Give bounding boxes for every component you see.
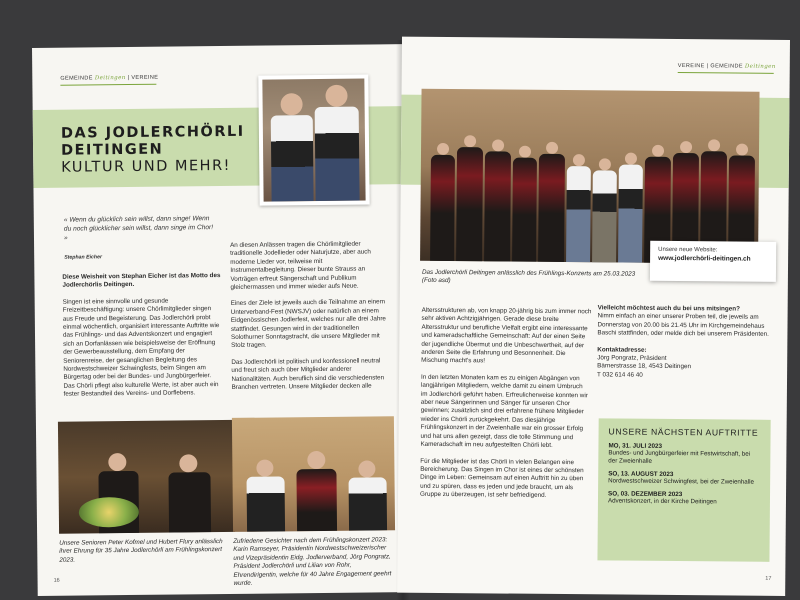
article-title — [61, 124, 245, 177]
event-date: MO, 31. JULI 2023 — [608, 442, 663, 450]
section-label-brand: Deitingen — [744, 63, 776, 70]
paragraph: Das Jodlerchörli ist politisch und konfessionell neutral und freut sich auch über Mitglieder anderer Nationalitäten. Auch beruflich sind die verschiedensten Branchen vertreten. Unsere Mitglieder decken alle — [231, 357, 385, 392]
contact-address: Bärnerstrasse 18, 4543 Deitingen — [597, 362, 691, 371]
section-label-brand: Deitingen — [94, 75, 126, 82]
paragraph: An diesen Anlässen tragen die Chörlimitglieder traditionelle Jodellieder oder Naturjutze, aber auch moderne Lieder vor, teilweise mit Instrumentalbegleitung. Dieser bunte Strauss an Vorträgen erfreut Sängerschaft und Publikum gleichermassen und immer wieder aufs Neue. — [230, 240, 371, 291]
contact-name: Jörg Pongratz, Präsident — [597, 354, 667, 362]
right-column-1 — [420, 307, 592, 509]
invite-question: Vielleicht möchtest auch du bei uns mitsingen? — [597, 304, 740, 313]
photo-choir-group — [420, 89, 759, 264]
paragraph: Singen ist eine sinnvolle und gesunde Freizeitbeschäftigung: unsere Chörlimitglieder singen aus Freude und Begeisterung. Das Jodlerchörli probt einmal wöchentlich, organisiert interessante Auftritte wie das Frühlings- und das Adventskonzert und engagiert sich an Dorfanlässen wie beispielsweise der Eröffnung der Gewerbeausstellung, dem Empfang der Seniorenreise, der gesanglichen Begleitung des Nordwestschweizer Schwingfests, beim Singen am Bürgertag oder bei der Bundes- und Jungbürgerfeier. Das Chörli pflegt also kulturelle Werte, ist aber auch ein fester Bestandteil des Vereins- und Dorflebens. — [62, 297, 220, 398]
section-rule — [678, 72, 774, 74]
paragraph: Für die Mitglieder ist das Chörli in vielen Belangen eine Bereicherung. Das Singen im Chor ist eines der schönsten Dinge im Leben: Gemeinsam auf einen Auftritt hin zu üben und zu spüren, dass es jeden und jede braucht, um als Gruppe zu überzeugen, ist sehr befriedigend. — [419, 457, 584, 500]
paragraph: In den letzten Monaten kam es zu einigen Abgängen von langjährigen Mitgliedern, welche damit zu einem Umbruch im Jodlerchörli geführt haben. Erfreulicherweise konnten wir aber neue Sängerinnen und Sänger für unseren Chor gewinnen; zusätzlich sind drei erfahrene frühere Mitglieder wieder ins Chörli zurückgekehrt. Das diesjährige Frühlingskonzert in der Zweienhalle war ein grosser Erfolg und hat uns allen gezeigt, dass die tolle Stimmung und Kameradschaft im neu aufgestellten Chörli lebt. — [420, 373, 588, 450]
website-box — [650, 241, 776, 282]
paragraph: Nimm einfach an einer unserer Proben teil, die jeweils am Donnerstag von 20.00 bis 21.45 Uhr im Kirchgemeindehaus Baschi stattfinden, oder melde dich bei unserem Präsidenten. — [597, 312, 769, 339]
lead-text: Diese Weisheit von Stephan Eicher ist das Motto des Jodlerchörlis Deitingen. — [62, 272, 221, 290]
paragraph: Eines der Ziele ist jeweils auch die Teilnahme an einem Unterverband-Fest (NWSJV) oder natürlich an einem Eidgenössischen Jodlerfest, welches nur alle drei Jahre stattfindet. Gesungen wird in der traditionellen Solothurner Sonntagstracht, die unsere Mitglieder mit Stolz tragen. — [230, 298, 386, 350]
section-label-suffix: | VEREINE — [127, 74, 159, 82]
photo-two-women — [258, 74, 369, 205]
caption-three-people: Zufriedene Gesichter nach dem Frühlingskonzert 2023: Karin Ramseyer, Präsidentin Nordwestschweizerischer und Vizepräsidentin Eidg. Jodlerverband, Jörg Pongratz, Präsident Jodlerchörli und Lilian von Rohr, Ehrendirigentin, welche für 40 Jahre Engagement geehrt wurde. — [233, 536, 392, 587]
quote: « Wenn du glücklich sein willst, dann singe! Wenn du noch glücklicher sein willst, dann singe im Chor! » — [63, 215, 214, 242]
website-url[interactable]: www.jodlerchörli-deitingen.ch — [658, 254, 751, 263]
section-label-prefix: VEREINE | GEMEINDE — [677, 63, 743, 70]
left-column-2 — [230, 240, 388, 400]
right-column-2 — [597, 304, 776, 389]
title-line-2: DEITINGEN — [60, 141, 164, 159]
page-number-right: 17 — [765, 575, 772, 582]
contact-heading: Kontaktadresse: — [597, 345, 647, 354]
events-box — [597, 418, 770, 561]
photo-seniors — [58, 420, 235, 534]
quote-author: Stephan Eicher — [64, 254, 102, 261]
section-label-right — [678, 63, 776, 70]
right-page — [397, 37, 790, 596]
caption-seniors: Unsere Senioren Peter Kofmel und Hubert Flury anlässlich ihrer Ehrung für 35 Jahre Jodlerchörli am Frühlingskonzert 2023. — [59, 538, 223, 564]
section-label-prefix: GEMEINDE — [60, 75, 93, 82]
event-description: Nordwestschweizer Schwingfest, bei der Zweienhalle — [608, 477, 754, 486]
event-description: Adventskonzert, in der Kirche Deitingen — [607, 497, 717, 506]
event-description: Bundes- und Jungbürgerfeier mit Festwirtschaft, bei der Zweienhalle — [608, 449, 751, 465]
event-date: SO, 03. DEZEMBER 2023 — [608, 490, 683, 499]
section-label-left — [60, 75, 158, 82]
left-column-1 — [62, 272, 223, 407]
caption-group-photo: Das Jodlerchörli Deitingen anlässlich des Frühlings-Konzerts am 25.03.2023 (Foto asd) — [421, 268, 636, 285]
left-page — [32, 44, 408, 596]
paragraph: Altersstrukturen ab, von knapp 20-jährig bis zum immer noch sehr aktiven Achtzigjährigen. Gerade diese breite Altersstruktur und berufliche Vielfalt ergibt eine interessante und kameradschaftliche Gemeinschaft: Auf der einen Seite der jugendliche Übermut und die Unbeschwertheit, auf der anderen Seite die Erfahrung und Besonnenheit. Die Mischung macht's aus! — [421, 306, 592, 365]
section-rule — [60, 84, 156, 86]
events-heading: UNSERE NÄCHSTEN AUFTRITTE — [608, 426, 759, 438]
title-line-1: DAS JODLERCHÖRLI — [60, 123, 245, 142]
page-number-left: 16 — [53, 577, 60, 584]
website-label: Unsere neue Website: — [658, 246, 718, 254]
photo-three-people — [232, 416, 395, 532]
title-line-3: KULTUR UND MEHR! — [61, 157, 232, 176]
contact-phone: T 032 614 46 40 — [597, 371, 643, 379]
event-date: SO, 13. AUGUST 2023 — [608, 470, 674, 478]
